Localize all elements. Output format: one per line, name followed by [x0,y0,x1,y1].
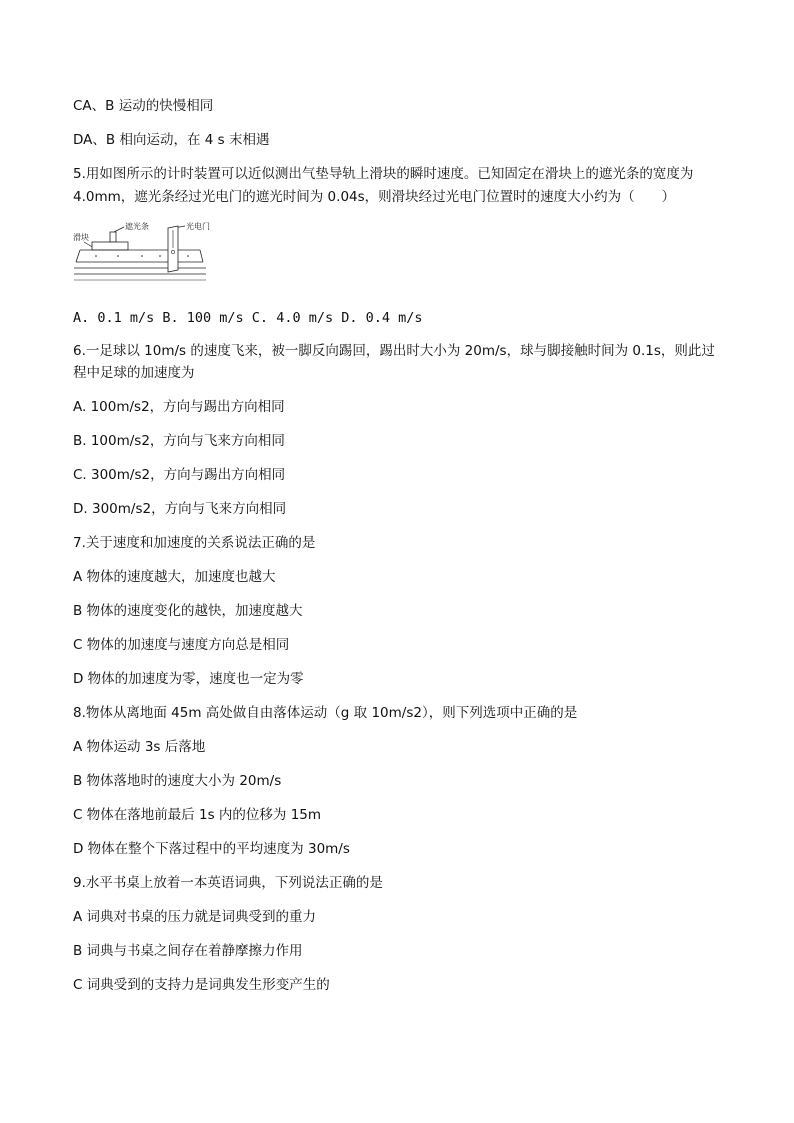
question-6-option-d: D. 300m/s2，方向与飞来方向相同 [73,501,287,517]
question-6-option-c: C. 300m/s2，方向与踢出方向相同 [73,467,286,483]
question-6-option-a: A. 100m/s2，方向与踢出方向相同 [73,399,285,415]
question-8-option-c: C 物体在落地前最后 1s 内的位移为 15m [73,807,322,823]
question-5-line2: 4.0mm，遮光条经过光电门的遮光时间为 0.04s，则滑块经过光电门位置时的速度大小约为（ ） [73,189,676,205]
question-9-option-c: C 词典受到的支持力是词典发生形变产生的 [73,977,330,993]
question-6-line2: 程中足球的加速度为 [73,365,195,381]
light-strip [110,232,116,242]
strip-label: 遮光条 [125,222,149,231]
option-c-prev: CA、B 运动的快慢相同 [73,98,214,114]
option-d-prev: DA、B 相向运动，在 4 s 末相遇 [73,132,270,148]
question-5-options: A. 0.1 m/s B. 100 m/s C. 4.0 m/s D. 0.4 m/s [73,310,423,326]
question-8-option-b: B 物体落地时的速度大小为 20m/s [73,773,282,789]
question-8-option-a: A 物体运动 3s 后落地 [73,739,206,755]
air-track-figure [70,218,210,290]
question-9: 9.水平书桌上放着一本英语词典，下列说法正确的是 [73,875,383,891]
question-6-line1: 6.一足球以 10m/s 的速度飞来，被一脚反向踢回，踢出时大小为 20m/s，球与脚接触时间为 0.1s，则此过 [73,343,715,359]
question-9-option-b: B 词典与书桌之间存在着静摩擦力作用 [73,943,303,959]
question-6-option-b: B. 100m/s2，方向与飞来方向相同 [73,433,285,449]
question-9-option-a: A 词典对书桌的压力就是词典受到的重力 [73,909,317,925]
slider-block [92,242,128,250]
question-5-line1: 5.用如图所示的计时装置可以近似测出气垫导轨上滑块的瞬时速度。已知固定在滑块上的遮光条的宽度为 [73,166,694,182]
slider-label: 滑块 [73,233,89,242]
gate-label: 光电门 [186,222,210,231]
question-7-option-b: B 物体的速度变化的越快，加速度越大 [73,603,303,619]
question-8: 8.物体从离地面 45m 高处做自由落体运动（g 取 10m/s2），则下列选项中正确的是 [73,705,578,721]
question-7-option-c: C 物体的加速度与速度方向总是相同 [73,637,290,653]
question-7-option-d: D 物体的加速度为零，速度也一定为零 [73,671,304,687]
question-8-option-d: D 物体在整个下落过程中的平均速度为 30m/s [73,841,350,857]
question-7: 7.关于速度和加速度的关系说法正确的是 [73,535,316,551]
question-7-option-a: A 物体的速度越大，加速度也越大 [73,569,276,585]
